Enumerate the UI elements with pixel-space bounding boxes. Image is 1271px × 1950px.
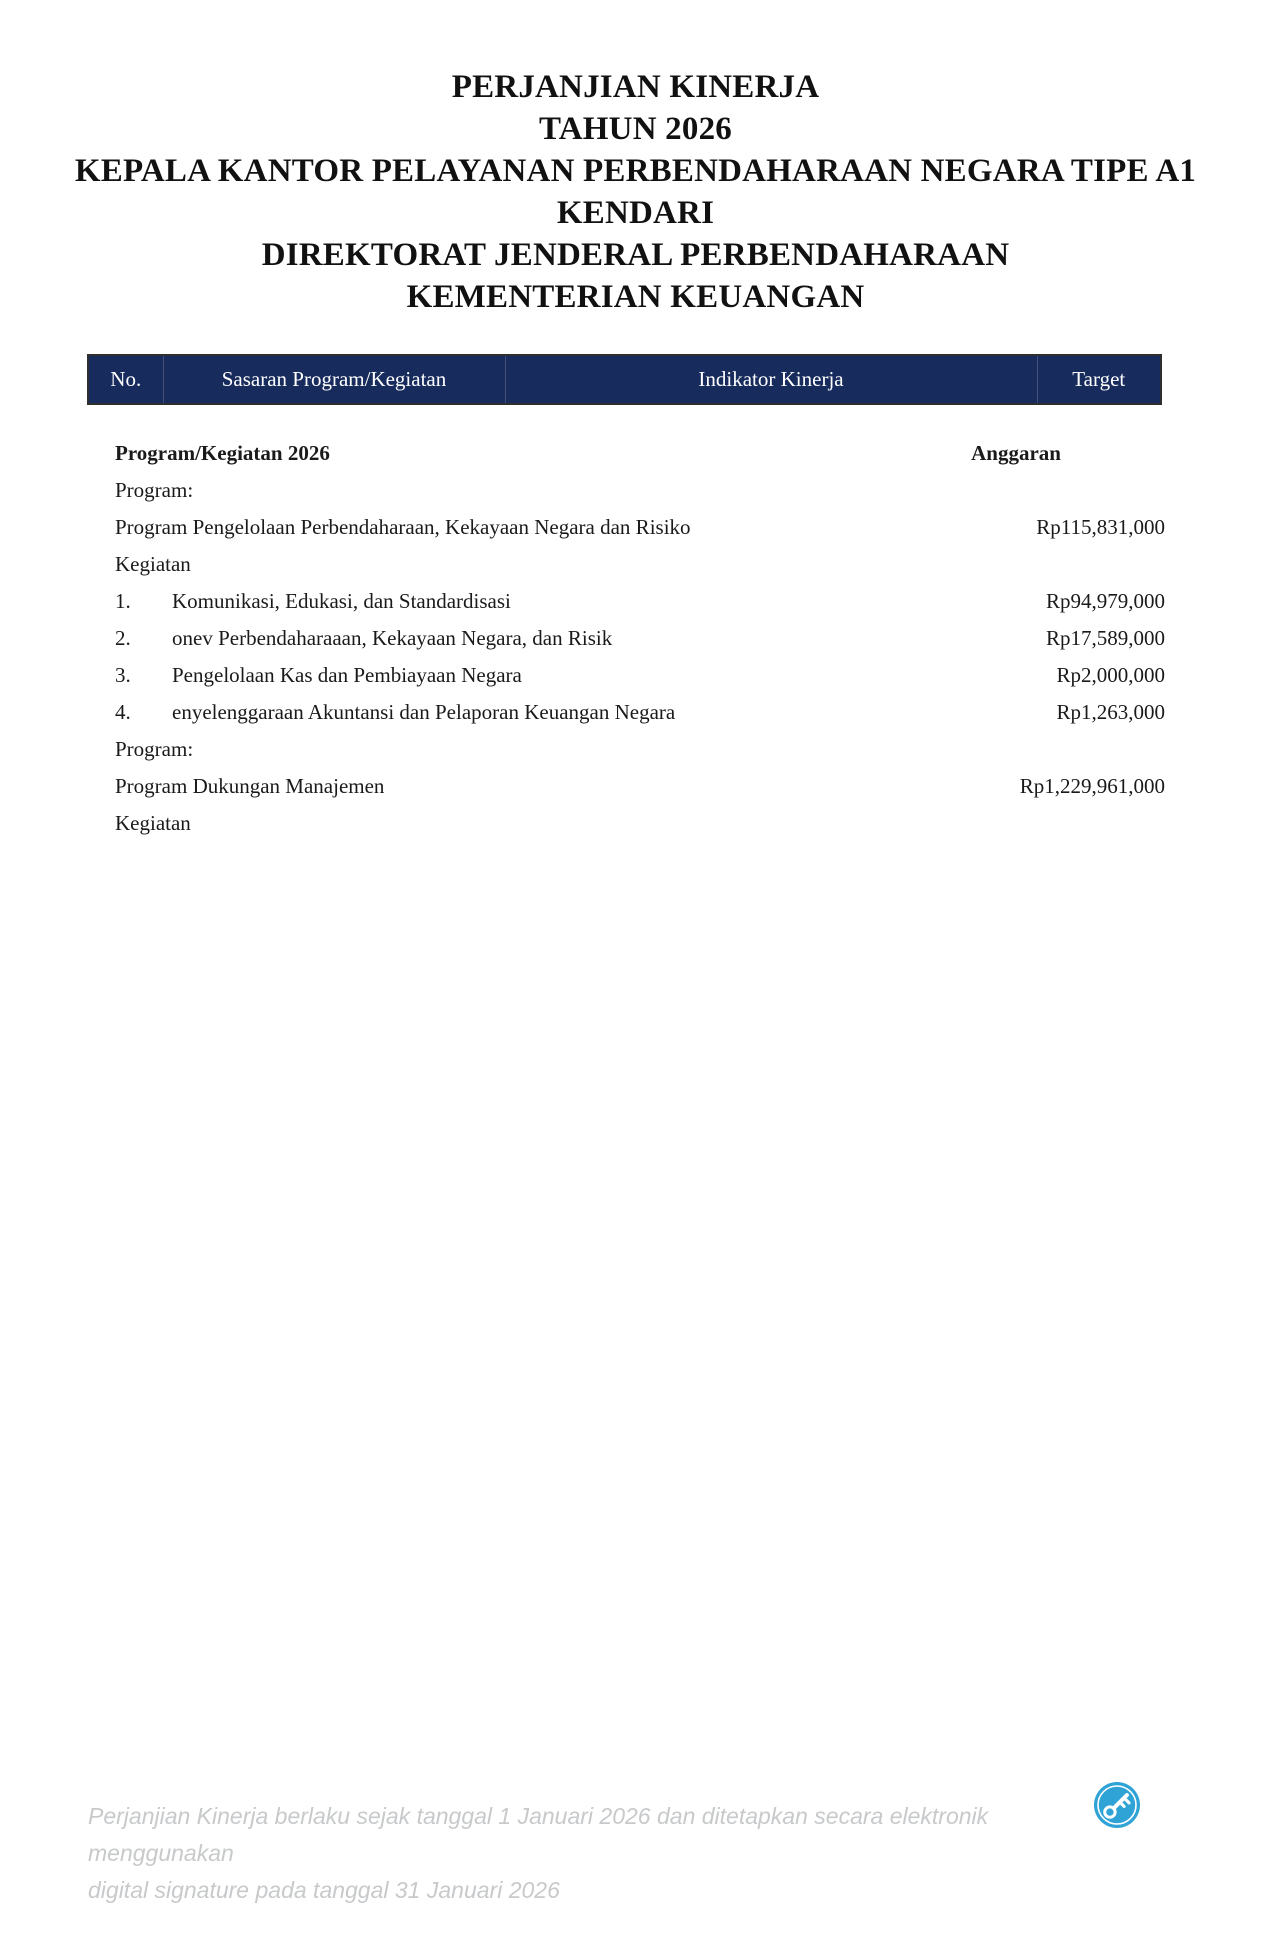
program-line-amount: Rp115,831,000 — [1036, 515, 1165, 539]
program-line-label: onev Perbendaharaaan, Kekayaan Negara, dan Risik — [172, 626, 613, 650]
program-line-amount: Rp2,000,000 — [1056, 663, 1165, 687]
program-line-amount: Rp94,979,000 — [1045, 589, 1165, 613]
program-heading-left: Program/Kegiatan 2026 — [115, 441, 330, 465]
program-line — [115, 805, 1165, 842]
program-line — [115, 694, 1165, 731]
program-line — [115, 509, 1165, 546]
program-line-label: enyelenggaraan Akuntansi dan Pelaporan Keuangan Negara — [172, 700, 676, 724]
program-line-label: Kegiatan — [115, 811, 191, 835]
title-line: KENDARI — [556, 195, 715, 231]
program-line — [115, 583, 1165, 620]
title-line: KEPALA KANTOR PELAYANAN PERBENDAHARAAN NEGARA TIPE A1 — [74, 153, 1197, 189]
program-line-number: 4. — [115, 700, 131, 724]
program-heading — [115, 435, 1165, 472]
program-line-label: Komunikasi, Edukasi, dan Standardisasi — [172, 589, 511, 613]
program-line — [115, 620, 1165, 657]
title-line: TAHUN 2026 — [539, 111, 732, 147]
program-line-amount: Rp1,229,961,000 — [1019, 774, 1165, 798]
header-sasaran: Sasaran Program/Kegiatan — [163, 355, 505, 404]
program-line-label: Program Pengelolaan Perbendaharaan, Kekayaan Negara dan Risiko — [115, 515, 691, 539]
program-line-amount: Rp1,263,000 — [1056, 700, 1165, 724]
program-line — [115, 472, 1165, 509]
header-no: No. — [88, 355, 163, 404]
program-line-label: Program: — [115, 478, 194, 502]
program-line-number: 1. — [115, 589, 131, 613]
title-line: DIREKTORAT JENDERAL PERBENDAHARAAN — [261, 237, 1010, 273]
footer-line: digital signature pada tanggal 31 Januari 2026 — [88, 1877, 560, 1903]
performance-table — [87, 354, 1162, 405]
program-line-label: Pengelolaan Kas dan Pembiayaan Negara — [172, 663, 522, 687]
program-line-label: Program: — [115, 737, 194, 761]
document-title — [0, 0, 1271, 318]
table-header-row — [88, 355, 1161, 404]
program-line — [115, 731, 1165, 768]
program-line — [115, 546, 1165, 583]
program-line-label: Program Dukungan Manajemen — [115, 774, 385, 798]
program-line — [115, 768, 1165, 805]
program-section — [115, 435, 1165, 842]
program-line-number: 2. — [115, 626, 131, 650]
esign-key-logo — [1093, 1781, 1141, 1829]
footer-line: Perjanjian Kinerja berlaku sejak tanggal 1 Januari 2026 dan ditetapkan secara elektronik menggunakan — [88, 1803, 989, 1866]
program-line-amount: Rp17,589,000 — [1045, 626, 1165, 650]
program-line-label: Kegiatan — [115, 552, 191, 576]
program-line — [115, 657, 1165, 694]
footer-note — [88, 1798, 1068, 1909]
title-line: KEMENTERIAN KEUANGAN — [406, 279, 865, 315]
header-target: Target — [1037, 355, 1161, 404]
title-line: PERJANJIAN KINERJA — [451, 69, 820, 105]
header-indikator: Indikator Kinerja — [505, 355, 1037, 404]
program-heading-anggaran: Anggaran — [971, 441, 1061, 465]
program-line-number: 3. — [115, 663, 131, 687]
